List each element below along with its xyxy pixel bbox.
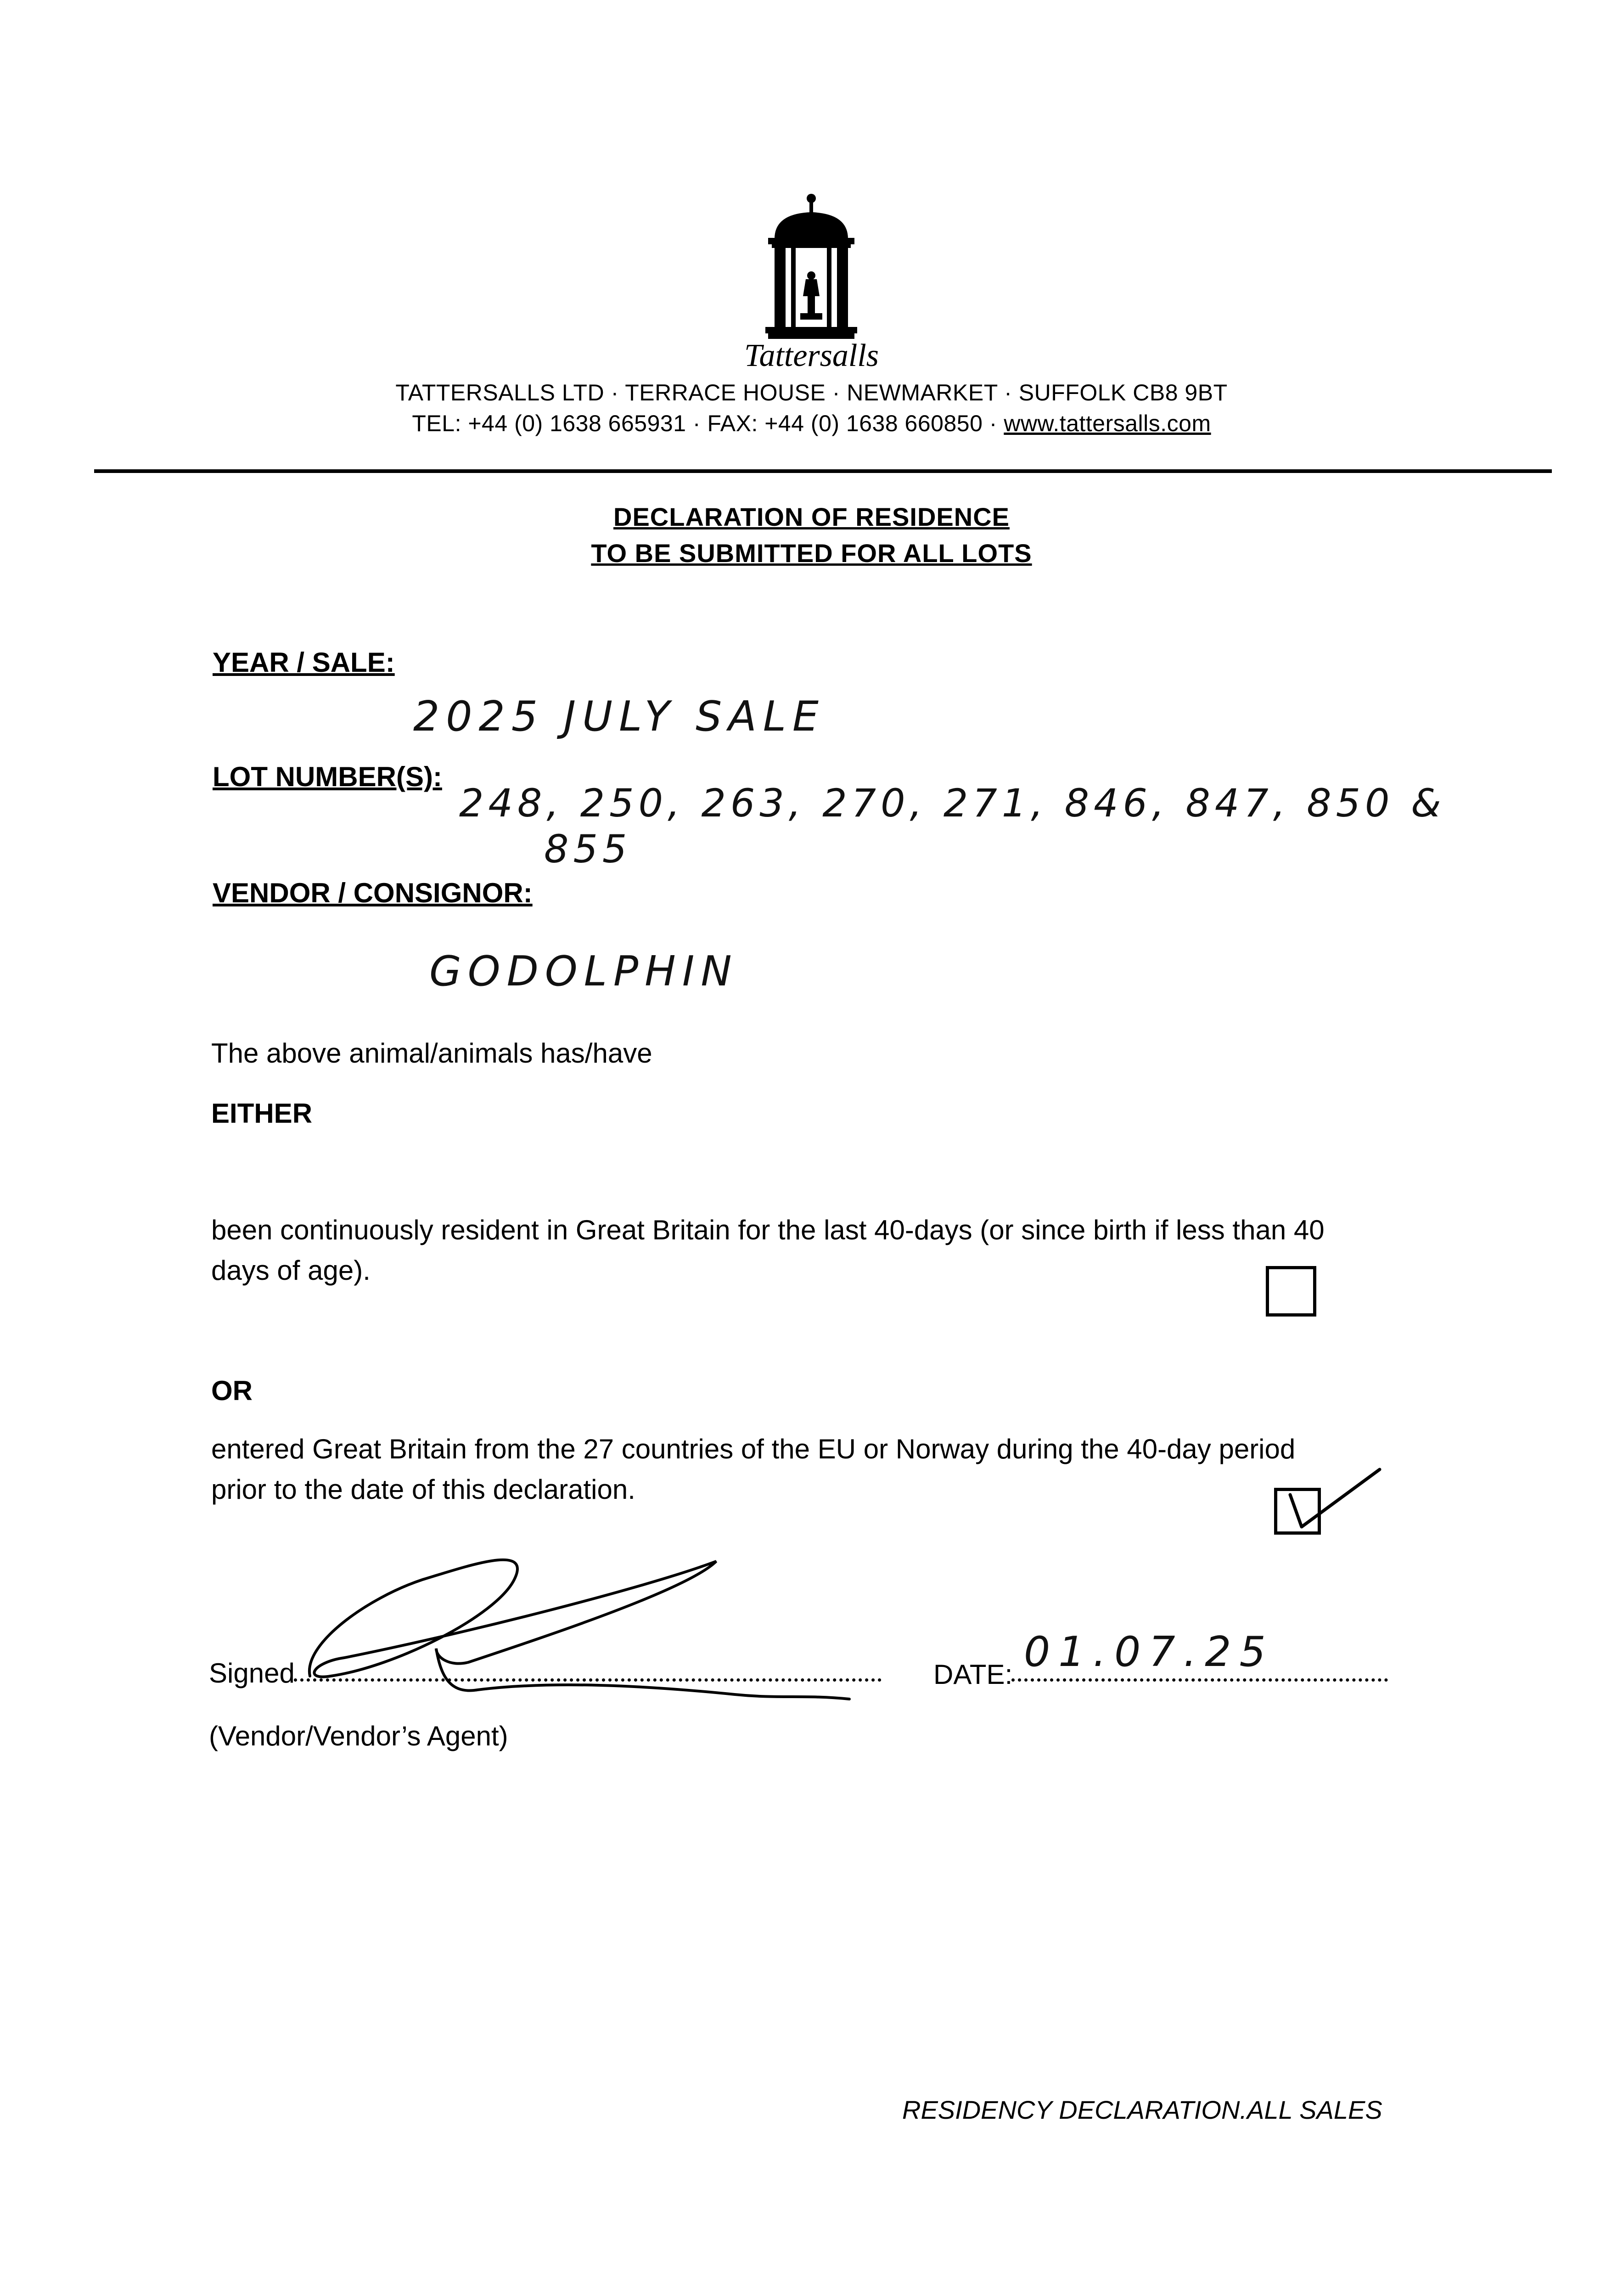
date-label: DATE: xyxy=(933,1659,1013,1690)
signed-caption: (Vendor/Vendor’s Agent) xyxy=(209,1721,508,1751)
date-value[interactable]: 01.07.25 xyxy=(1024,1628,1274,1676)
tattersalls-logo xyxy=(765,193,857,344)
lot-numbers-value-continued[interactable]: 855 xyxy=(544,827,632,872)
form-subtitle: TO BE SUBMITTED FOR ALL LOTS xyxy=(591,539,1032,568)
signed-label: Signed xyxy=(209,1658,295,1688)
option1-text-line1: been continuously resident in Great Britain for the last 40-days (or since birth if less than 40 xyxy=(211,1215,1325,1245)
signature-graphic xyxy=(275,1543,872,1708)
address-line: TATTERSALLS LTD · TERRACE HOUSE · NEWMARKET · SUFFOLK CB8 9BT xyxy=(395,380,1228,405)
form-title: DECLARATION OF RESIDENCE xyxy=(613,502,1010,531)
option1-checkbox[interactable] xyxy=(1266,1266,1316,1317)
letterhead-divider xyxy=(94,469,1552,473)
lot-numbers-value[interactable]: 248, 250, 263, 270, 271, 846, 847, 850 & xyxy=(459,781,1446,826)
checkmark-icon xyxy=(1281,1463,1387,1536)
year-sale-label: YEAR / SALE: xyxy=(213,647,395,678)
option1-text-line2: days of age). xyxy=(211,1255,371,1286)
or-label: OR xyxy=(211,1375,253,1406)
footer-form-reference: RESIDENCY DECLARATION.ALL SALES xyxy=(902,2095,1382,2124)
date-line[interactable] xyxy=(1011,1678,1388,1682)
website-link[interactable]: www.tattersalls.com xyxy=(1004,411,1211,436)
either-label: EITHER xyxy=(211,1098,313,1129)
vendor-value[interactable]: GODOLPHIN xyxy=(429,947,738,996)
intro-text: The above animal/animals has/have xyxy=(211,1038,652,1069)
option2-text-line1: entered Great Britain from the 27 countries of the EU or Norway during the 40-day period xyxy=(211,1434,1296,1464)
contact-line xyxy=(0,410,1623,437)
brand-name: Tattersalls xyxy=(744,338,879,373)
contact-numbers: TEL: +44 (0) 1638 665931 · FAX: +44 (0) 1638 660850 · xyxy=(412,411,1004,436)
option2-text-line2: prior to the date of this declaration. xyxy=(211,1474,635,1505)
lot-numbers-label: LOT NUMBER(S): xyxy=(213,761,442,792)
year-sale-value[interactable]: 2025 JULY SALE xyxy=(413,692,825,741)
vendor-label: VENDOR / CONSIGNOR: xyxy=(213,878,533,908)
rotunda-logo-icon xyxy=(765,193,857,344)
